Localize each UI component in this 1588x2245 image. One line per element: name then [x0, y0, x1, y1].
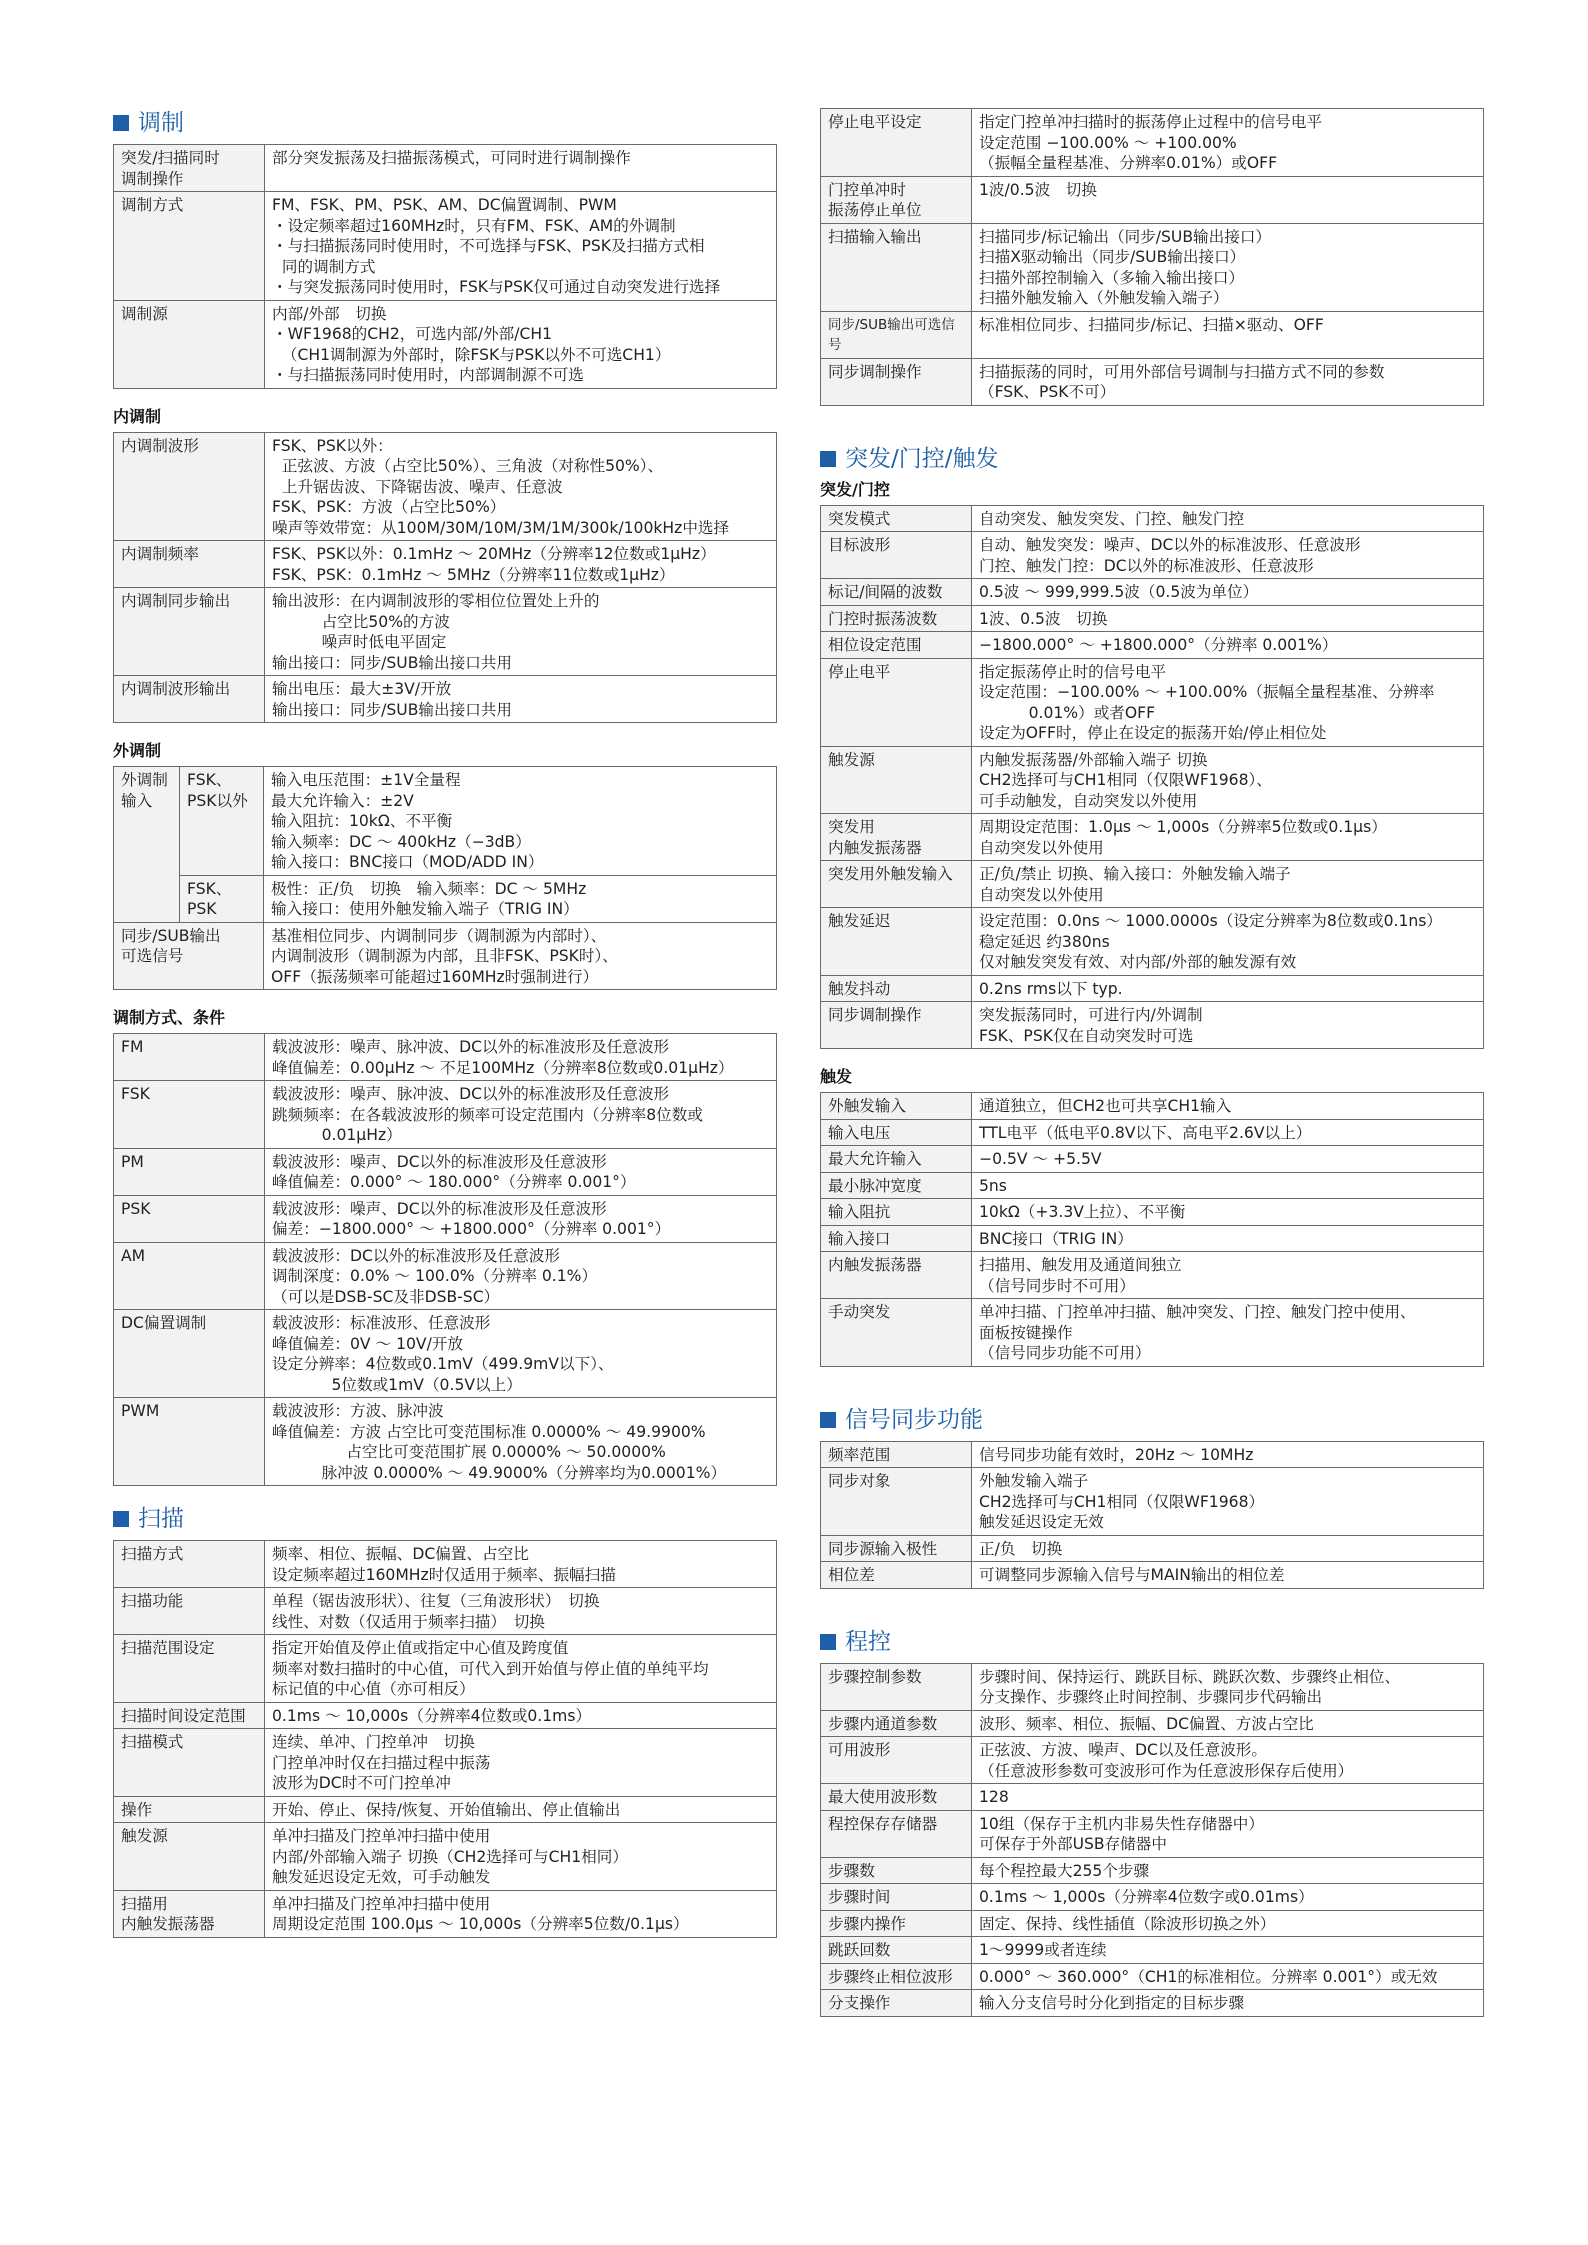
spec-value: BNC接口（TRIG IN） — [972, 1225, 1484, 1252]
subheading-internal-modulation: 内调制 — [113, 406, 162, 426]
table-row — [821, 1910, 1484, 1937]
spec-key: 扫描模式 — [114, 1729, 265, 1797]
spec-key: 操作 — [114, 1796, 265, 1823]
spec-value: 0.1ms ～ 10,000s（分辨率4位数或0.1ms） — [265, 1702, 777, 1729]
spec-key: 停止电平 — [821, 658, 972, 746]
table-row — [821, 532, 1484, 579]
spec-value: 扫描同步/标记输出（同步/SUB输出接口） 扫描X驱动输出（同步/SUB输出接口） 扫描外部控制输入（多输入输出接口） 扫描外触发输入（外触发输入端子） — [972, 223, 1484, 311]
spec-key: 调制方式 — [114, 192, 265, 301]
table-row — [821, 1784, 1484, 1811]
section-heading-burst-gate-trigger: 突发/门控/触发 — [820, 444, 1484, 474]
spec-subkey: FSK、 PSK — [180, 875, 264, 922]
program-table — [820, 1663, 1484, 2017]
spec-value: 正弦波、方波、噪声、DC以及任意波形。 （任意波形参数可变波形可作为任意波形保存后使用） — [972, 1737, 1484, 1784]
table-row — [821, 1002, 1484, 1049]
spec-key: 频率范围 — [821, 1441, 972, 1468]
spec-value: FM、FSK、PM、PSK、AM、DC偏置调制、PWM ・设定频率超过160MHz时，只有FM、FSK、AM的外调制 ・与扫描振荡同时使用时，不可选择与FSK、PSK及扫描方式相 同的调制方式 ・与突发振荡同时使用时，FSK与PSK仅可通过自动突发进行选择 — [265, 192, 777, 301]
spec-key: PWM — [114, 1398, 265, 1486]
table-row — [114, 1635, 777, 1703]
spec-key: 步骤终止相位波形 — [821, 1963, 972, 1990]
section-heading-sweep: 扫描 — [113, 1504, 777, 1534]
spec-value: 周期设定范围：1.0μs ～ 1,000s（分辨率5位数或0.1μs） 自动突发以外使用 — [972, 814, 1484, 861]
spec-value: 载波波形：DC以外的标准波形及任意波形 调制深度：0.0% ～ 100.0%（分辨率 0.1%） （可以是DSB-SC及非DSB-SC） — [265, 1242, 777, 1310]
section-heading-modulation: 调制 — [113, 108, 777, 138]
section-heading-program: 程控 — [820, 1627, 1484, 1657]
table-row — [114, 922, 777, 990]
table-row — [821, 1810, 1484, 1857]
spec-value: 10kΩ（+3.3V上拉）、不平衡 — [972, 1199, 1484, 1226]
spec-key: 扫描功能 — [114, 1588, 265, 1635]
spec-value: 输入电压范围：±1V全量程 最大允许输入：±2V 输入阻抗：10kΩ、不平衡 输入频率：DC ～ 400kHz（−3dB） 输入接口：BNC接口（MOD/ADD IN） — [264, 767, 777, 876]
table-row — [114, 1398, 777, 1486]
spec-key: 内调制同步输出 — [114, 588, 265, 676]
table-row — [114, 1195, 777, 1242]
table-row — [821, 1535, 1484, 1562]
spec-key: 最大允许输入 — [821, 1146, 972, 1173]
spec-value: 载波波形：噪声、DC以外的标准波形及任意波形 偏差：−1800.000° ～ +1800.000°（分辨率 0.001°） — [265, 1195, 777, 1242]
table-row — [114, 145, 777, 192]
table-row — [114, 1541, 777, 1588]
table-row — [114, 1588, 777, 1635]
spec-key: 突发/扫描同时 调制操作 — [114, 145, 265, 192]
table-row — [821, 605, 1484, 632]
table-row — [821, 223, 1484, 311]
spec-subkey: FSK、 PSK以外 — [180, 767, 264, 876]
spec-value: 步骤时间、保持运行、跳跃目标、跳跃次数、步骤终止相位、 分支操作、步骤终止时间控制、步骤同步代码输出 — [972, 1663, 1484, 1710]
spec-value: 固定、保持、线性插值（除波形切换之外） — [972, 1910, 1484, 1937]
spec-key: AM — [114, 1242, 265, 1310]
table-row — [114, 1729, 777, 1797]
spec-value: 0.5波 ～ 999,999.5波（0.5波为单位） — [972, 579, 1484, 606]
spec-key: 门控时振荡波数 — [821, 605, 972, 632]
spec-value: 可调整同步源输入信号与MAIN输出的相位差 — [972, 1562, 1484, 1589]
table-row — [821, 579, 1484, 606]
spec-value: FSK、PSK以外：0.1mHz ～ 20MHz（分辨率12位数或1μHz） FSK、PSK：0.1mHz ～ 5MHz（分辨率11位数或1μHz） — [265, 541, 777, 588]
spec-key: 跳跃回数 — [821, 1937, 972, 1964]
table-row — [114, 1823, 777, 1891]
spec-value: 输出波形：在内调制波形的零相位位置处上升的 占空比50%的方波 噪声时低电平固定 输出接口：同步/SUB输出接口共用 — [265, 588, 777, 676]
spec-key: 外触发输入 — [821, 1093, 972, 1120]
spec-key: 目标波形 — [821, 532, 972, 579]
spec-value: 外触发输入端子 CH2选择可与CH1相同（仅限WF1968） 触发延迟设定无效 — [972, 1468, 1484, 1536]
spec-value: 0.1ms ～ 1,000s（分辨率4位数字或0.01ms） — [972, 1884, 1484, 1911]
spec-value: 基准相位同步、内调制同步（调制源为内部时）、 内调制波形（调制源为内部，且非FSK、PSK时）、 OFF（振荡频率可能超过160MHz时强制进行） — [264, 922, 777, 990]
spec-key: 输入电压 — [821, 1119, 972, 1146]
table-row — [821, 1172, 1484, 1199]
spec-key: 触发源 — [114, 1823, 265, 1891]
spec-value: 5ns — [972, 1172, 1484, 1199]
spec-key: 扫描输入输出 — [821, 223, 972, 311]
table-row — [821, 1119, 1484, 1146]
spec-key: 步骤内操作 — [821, 1910, 972, 1937]
table-row — [114, 676, 777, 723]
trigger-table — [820, 1092, 1484, 1367]
table-row — [821, 311, 1484, 358]
table-row — [821, 1937, 1484, 1964]
spec-key: 触发延迟 — [821, 908, 972, 976]
spec-value: 输出电压：最大±3V/开放 输出接口：同步/SUB输出接口共用 — [265, 676, 777, 723]
spec-value: 指定门控单冲扫描时的振荡停止过程中的信号电平 设定范围 −100.00% ～ +100.00% （振幅全量程基准、分辨率0.01%）或OFF — [972, 109, 1484, 177]
subheading-external-modulation: 外调制 — [113, 741, 162, 760]
table-row — [821, 109, 1484, 177]
table-row — [821, 358, 1484, 405]
sweep-continued-table — [820, 108, 1484, 406]
table-row — [114, 1148, 777, 1195]
spec-key: 停止电平设定 — [821, 109, 972, 177]
table-row — [821, 632, 1484, 659]
table-row — [821, 1663, 1484, 1710]
spec-value: 正/负 切换 — [972, 1535, 1484, 1562]
table-row — [114, 767, 777, 876]
spec-value: 128 — [972, 1784, 1484, 1811]
table-row — [821, 908, 1484, 976]
spec-key: 突发用 内触发振荡器 — [821, 814, 972, 861]
spec-value: 扫描振荡的同时，可用外部信号调制与扫描方式不同的参数 （FSK、PSK不可） — [972, 358, 1484, 405]
modulation-conditions-table — [113, 1033, 777, 1486]
spec-key: 调制源 — [114, 300, 265, 388]
table-row — [821, 176, 1484, 223]
square-bullet-icon — [820, 451, 836, 467]
table-row — [821, 1857, 1484, 1884]
spec-key: 输入接口 — [821, 1225, 972, 1252]
table-row — [821, 975, 1484, 1002]
internal-modulation-table — [113, 432, 777, 724]
spec-key: 门控单冲时 振荡停止单位 — [821, 176, 972, 223]
spec-value: 设定范围：0.0ns ～ 1000.0000s（设定分辨率为8位数或0.1ns） 稳定延迟 约380ns 仅对触发突发有效、对内部/外部的触发源有效 — [972, 908, 1484, 976]
right-column — [820, 108, 1484, 2017]
spec-key: 分支操作 — [821, 1990, 972, 2017]
table-row — [821, 1963, 1484, 1990]
table-row — [114, 875, 777, 922]
table-row — [114, 1310, 777, 1398]
spec-value: FSK、PSK以外： 正弦波、方波（占空比50%）、三角波（对称性50%）、 上升锯齿波、下降锯齿波、噪声、任意波 FSK、PSK：方波（占空比50%） 噪声等效带宽：从100M/30M/10M/3M/1M/300k/100kHz中选择 — [265, 432, 777, 541]
spec-value: 正/负/禁止 切换、输入接口：外触发输入端子 自动突发以外使用 — [972, 861, 1484, 908]
spec-value: 频率、相位、振幅、DC偏置、占空比 设定频率超过160MHz时仅适用于频率、振幅扫描 — [265, 1541, 777, 1588]
square-bullet-icon — [820, 1634, 836, 1650]
spec-value: 信号同步功能有效时，20Hz ～ 10MHz — [972, 1441, 1484, 1468]
spec-value: 单冲扫描、门控单冲扫描、触冲突发、门控、触发门控中使用、 面板按键操作 （信号同步功能不可用） — [972, 1299, 1484, 1367]
spec-key: 扫描方式 — [114, 1541, 265, 1588]
section-heading-signal-sync: 信号同步功能 — [820, 1405, 1484, 1435]
spec-key: 同步调制操作 — [821, 358, 972, 405]
table-row — [114, 1242, 777, 1310]
spec-value: 内触发振荡器/外部输入端子 切换 CH2选择可与CH1相同（仅限WF1968）、 可手动触发，自动突发以外使用 — [972, 746, 1484, 814]
spec-key: 外调制 输入 — [114, 767, 180, 923]
spec-key: 触发源 — [821, 746, 972, 814]
spec-value: 载波波形：噪声、脉冲波、DC以外的标准波形及任意波形 峰值偏差：0.00μHz ～ 不足100MHz（分辨率8位数或0.01μHz） — [265, 1034, 777, 1081]
spec-key: 内触发振荡器 — [821, 1252, 972, 1299]
table-row — [821, 1441, 1484, 1468]
spec-key: 内调制频率 — [114, 541, 265, 588]
table-row — [821, 1225, 1484, 1252]
table-row — [821, 505, 1484, 532]
spec-value: TTL电平（低电平0.8V以下、高电平2.6V以上） — [972, 1119, 1484, 1146]
table-row — [114, 432, 777, 541]
spec-value: 指定开始值及停止值或指定中心值及跨度值 频率对数扫描时的中心值，可代入到开始值与停止值的单纯平均 标记值的中心值（亦可相反） — [265, 1635, 777, 1703]
table-row — [114, 1034, 777, 1081]
spec-key: 可用波形 — [821, 1737, 972, 1784]
left-column — [113, 108, 777, 1938]
spec-key: FSK — [114, 1081, 265, 1149]
spec-key: 同步源输入极性 — [821, 1535, 972, 1562]
spec-key: PSK — [114, 1195, 265, 1242]
spec-value: 10组（保存于主机内非易失性存储器中） 可保存于外部USB存储器中 — [972, 1810, 1484, 1857]
table-row — [821, 1562, 1484, 1589]
table-row — [821, 1990, 1484, 2017]
table-row — [821, 746, 1484, 814]
spec-key: 相位差 — [821, 1562, 972, 1589]
spec-key: 同步/SUB输出可选信号 — [821, 311, 972, 358]
spec-key: 内调制波形 — [114, 432, 265, 541]
sweep-table — [113, 1540, 777, 1938]
spec-key: 标记/间隔的波数 — [821, 579, 972, 606]
spec-value: 1～9999或者连续 — [972, 1937, 1484, 1964]
table-row — [821, 1146, 1484, 1173]
subheading-trigger: 触发 — [820, 1067, 853, 1086]
spec-value: 0.000° ～ 360.000°（CH1的标准相位。分辨率 0.001°）或无效 — [972, 1963, 1484, 1990]
spec-value: 1波、0.5波 切换 — [972, 605, 1484, 632]
spec-value: 载波波形：噪声、DC以外的标准波形及任意波形 峰值偏差：0.000° ～ 180.000°（分辨率 0.001°） — [265, 1148, 777, 1195]
spec-value: 指定振荡停止时的信号电平 设定范围：−100.00% ～ +100.00%（振幅全量程基准、分辨率 0.01%）或者OFF 设定为OFF时，停止在设定的振荡开始/停止相位处 — [972, 658, 1484, 746]
table-row — [114, 1796, 777, 1823]
spec-key: 最小脉冲宽度 — [821, 1172, 972, 1199]
spec-value: 极性：正/负 切换 输入频率：DC ～ 5MHz 输入接口：使用外触发输入端子（TRIG IN） — [264, 875, 777, 922]
spec-key: 最大使用波形数 — [821, 1784, 972, 1811]
spec-key: 突发用外触发输入 — [821, 861, 972, 908]
spec-value: 1波/0.5波 切换 — [972, 176, 1484, 223]
signal-sync-table — [820, 1441, 1484, 1589]
spec-value: 内部/外部 切换 ・WF1968的CH2，可选内部/外部/CH1 （CH1调制源为外部时，除FSK与PSK以外不可选CH1） ・与扫描振荡同时使用时，内部调制源不可选 — [265, 300, 777, 388]
table-row — [114, 588, 777, 676]
spec-key: 步骤控制参数 — [821, 1663, 972, 1710]
spec-value: −0.5V ～ +5.5V — [972, 1146, 1484, 1173]
spec-value: 单冲扫描及门控单冲扫描中使用 内部/外部输入端子 切换（CH2选择可与CH1相同） 触发延迟设定无效，可手动触发 — [265, 1823, 777, 1891]
spec-value: −1800.000° ～ +1800.000°（分辨率 0.001%） — [972, 632, 1484, 659]
spec-key: 步骤数 — [821, 1857, 972, 1884]
spec-value: 载波波形：标准波形、任意波形 峰值偏差：0V ～ 10V/开放 设定分辨率：4位数或0.1mV（499.9mV以下）、 5位数或1mV（0.5V以上） — [265, 1310, 777, 1398]
spec-key: 扫描时间设定范围 — [114, 1702, 265, 1729]
spec-key: 步骤内通道参数 — [821, 1710, 972, 1737]
table-row — [821, 1468, 1484, 1536]
table-row — [114, 192, 777, 301]
spec-key: 内调制波形输出 — [114, 676, 265, 723]
spec-value: 标准相位同步、扫描同步/标记、扫描×驱动、OFF — [972, 311, 1484, 358]
table-row — [114, 1081, 777, 1149]
spec-value: 输入分支信号时分化到指定的目标步骤 — [972, 1990, 1484, 2017]
square-bullet-icon — [113, 1511, 129, 1527]
spec-value: 自动、触发突发：噪声、DC以外的标准波形、任意波形 门控、触发门控：DC以外的标准波形、任意波形 — [972, 532, 1484, 579]
table-row — [821, 1093, 1484, 1120]
spec-key: 手动突发 — [821, 1299, 972, 1367]
square-bullet-icon — [113, 115, 129, 131]
spec-value: 载波波形：噪声、脉冲波、DC以外的标准波形及任意波形 跳频频率：在各载波波形的频率可设定范围内（分辨率8位数或 0.01μHz） — [265, 1081, 777, 1149]
burst-gate-table — [820, 505, 1484, 1050]
spec-key: FM — [114, 1034, 265, 1081]
spec-key: 扫描范围设定 — [114, 1635, 265, 1703]
table-row — [821, 1737, 1484, 1784]
spec-key: PM — [114, 1148, 265, 1195]
spec-value: 扫描用、触发用及通道间独立 （信号同步时不可用） — [972, 1252, 1484, 1299]
subheading-burst-gate: 突发/门控 — [820, 479, 890, 499]
spec-value: 0.2ns rms以下 typ. — [972, 975, 1484, 1002]
table-row — [114, 1702, 777, 1729]
spec-key: 同步对象 — [821, 1468, 972, 1536]
table-row — [821, 1884, 1484, 1911]
table-row — [821, 1299, 1484, 1367]
spec-key: 输入阻抗 — [821, 1199, 972, 1226]
table-row — [114, 1890, 777, 1937]
table-row — [114, 541, 777, 588]
spec-key: 程控保存存储器 — [821, 1810, 972, 1857]
spec-key: 扫描用 内触发振荡器 — [114, 1890, 265, 1937]
table-row — [114, 300, 777, 388]
spec-value: 载波波形：方波、脉冲波 峰值偏差：方波 占空比可变范围标准 0.0000% ～ 49.9900% 占空比可变范围扩展 0.0000% ～ 50.0000% 脉冲波 0.0000% ～ 49.9000%（分辨率均为0.0001%） — [265, 1398, 777, 1486]
subheading-modulation-conditions: 调制方式、条件 — [113, 1008, 226, 1027]
spec-value: 连续、单冲、门控单冲 切换 门控单冲时仅在扫描过程中振荡 波形为DC时不可门控单冲 — [265, 1729, 777, 1797]
spec-key: 同步调制操作 — [821, 1002, 972, 1049]
spec-value: 自动突发、触发突发、门控、触发门控 — [972, 505, 1484, 532]
spec-value: 开始、停止、保持/恢复、开始值输出、停止值输出 — [265, 1796, 777, 1823]
table-row — [821, 658, 1484, 746]
table-row — [821, 1710, 1484, 1737]
spec-value: 单程（锯齿波形状）、往复（三角波形状） 切换 线性、对数（仅适用于频率扫描） 切换 — [265, 1588, 777, 1635]
spec-key: 突发模式 — [821, 505, 972, 532]
table-row — [821, 814, 1484, 861]
spec-key: 步骤时间 — [821, 1884, 972, 1911]
spec-value: 通道独立，但CH2也可共享CH1输入 — [972, 1093, 1484, 1120]
spec-value: 波形、频率、相位、振幅、DC偏置、方波占空比 — [972, 1710, 1484, 1737]
table-row — [821, 1252, 1484, 1299]
spec-key: 相位设定范围 — [821, 632, 972, 659]
spec-value: 每个程控最大255个步骤 — [972, 1857, 1484, 1884]
spec-key: 同步/SUB输出 可选信号 — [114, 922, 264, 990]
square-bullet-icon — [820, 1412, 836, 1428]
modulation-table — [113, 144, 777, 389]
spec-value: 突发振荡同时，可进行内/外调制 FSK、PSK仅在自动突发时可选 — [972, 1002, 1484, 1049]
spec-value: 单冲扫描及门控单冲扫描中使用 周期设定范围 100.0μs ～ 10,000s（分辨率5位数/0.1μs） — [265, 1890, 777, 1937]
table-row — [821, 1199, 1484, 1226]
spec-key: 触发抖动 — [821, 975, 972, 1002]
spec-key: DC偏置调制 — [114, 1310, 265, 1398]
table-row — [821, 861, 1484, 908]
external-modulation-table — [113, 766, 777, 990]
spec-value: 部分突发振荡及扫描振荡模式，可同时进行调制操作 — [265, 145, 777, 192]
